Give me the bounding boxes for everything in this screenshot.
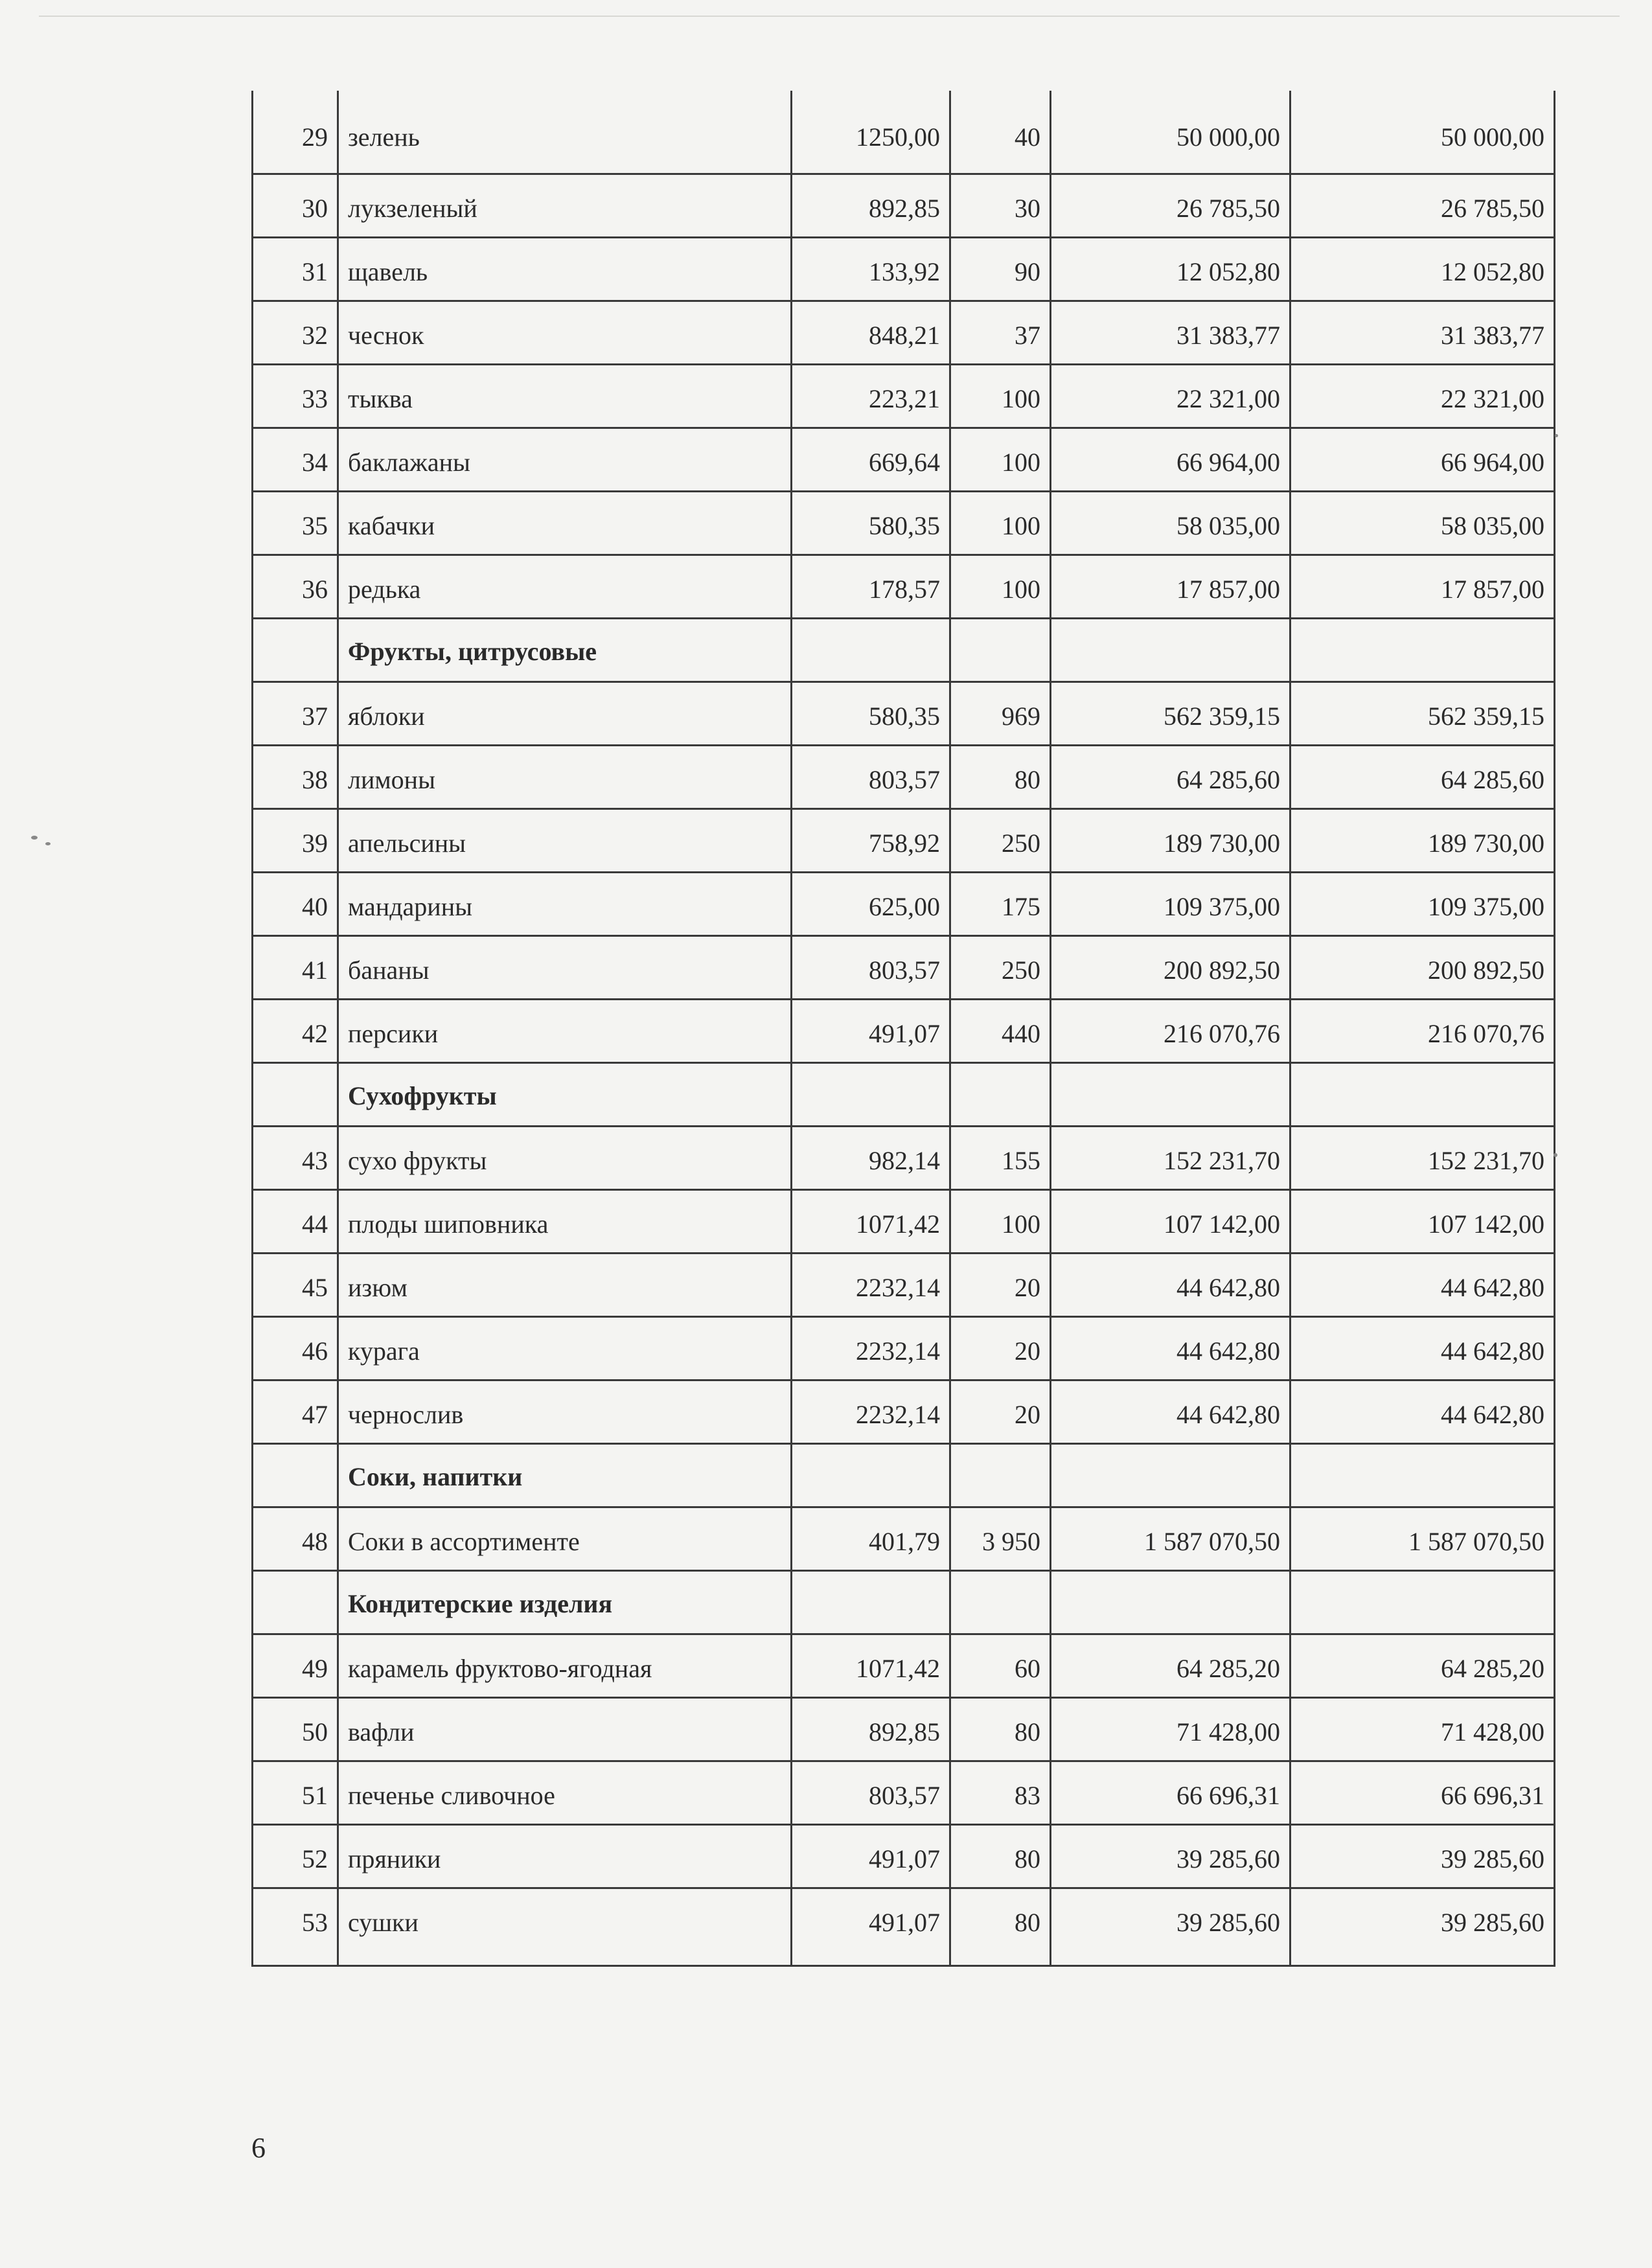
row-number-cell: 50 bbox=[253, 1697, 338, 1761]
item-name-cell: щавель bbox=[338, 237, 792, 301]
table-row bbox=[253, 1253, 1555, 1316]
row-number-cell: 35 bbox=[253, 491, 338, 555]
sum-cell bbox=[1051, 1062, 1291, 1126]
table-row bbox=[253, 1507, 1555, 1570]
scan-speck bbox=[1554, 1153, 1557, 1157]
table-row bbox=[253, 1126, 1555, 1189]
sum-cell: 12 052,80 bbox=[1051, 237, 1291, 301]
item-name-cell: яблоки bbox=[338, 682, 792, 745]
quantity-cell: 100 bbox=[950, 1189, 1051, 1253]
sum-cell: 39 285,60 bbox=[1051, 1824, 1291, 1888]
sum-cell: 66 964,00 bbox=[1051, 428, 1291, 491]
table-row bbox=[253, 1888, 1555, 1965]
total-cell: 44 642,80 bbox=[1291, 1380, 1555, 1443]
section-row bbox=[253, 1062, 1555, 1126]
item-name-cell: сухо фрукты bbox=[338, 1126, 792, 1189]
total-cell: 109 375,00 bbox=[1291, 872, 1555, 935]
total-cell: 71 428,00 bbox=[1291, 1697, 1555, 1761]
item-name-cell: бананы bbox=[338, 935, 792, 999]
quantity-cell: 175 bbox=[950, 872, 1051, 935]
item-name-cell: пряники bbox=[338, 1824, 792, 1888]
table-row bbox=[253, 872, 1555, 935]
total-cell: 17 857,00 bbox=[1291, 555, 1555, 618]
item-name-cell: чеснок bbox=[338, 301, 792, 364]
item-name-cell: тыква bbox=[338, 364, 792, 428]
row-number-cell: 53 bbox=[253, 1888, 338, 1965]
price-cell: 580,35 bbox=[792, 682, 950, 745]
price-cell: 223,21 bbox=[792, 364, 950, 428]
price-cell: 401,79 bbox=[792, 1507, 950, 1570]
item-name-cell: вафли bbox=[338, 1697, 792, 1761]
table-row bbox=[253, 301, 1555, 364]
quantity-cell: 80 bbox=[950, 745, 1051, 808]
price-cell: 491,07 bbox=[792, 999, 950, 1062]
quantity-cell: 100 bbox=[950, 364, 1051, 428]
quantity-cell bbox=[950, 618, 1051, 682]
table-row bbox=[253, 999, 1555, 1062]
price-cell: 625,00 bbox=[792, 872, 950, 935]
row-number-cell: 46 bbox=[253, 1316, 338, 1380]
price-cell: 803,57 bbox=[792, 1761, 950, 1824]
row-number-cell: 41 bbox=[253, 935, 338, 999]
section-row bbox=[253, 1443, 1555, 1507]
total-cell: 152 231,70 bbox=[1291, 1126, 1555, 1189]
row-number-cell: 30 bbox=[253, 174, 338, 237]
quantity-cell: 90 bbox=[950, 237, 1051, 301]
sum-cell: 22 321,00 bbox=[1051, 364, 1291, 428]
table-row bbox=[253, 808, 1555, 872]
price-cell: 803,57 bbox=[792, 745, 950, 808]
quantity-cell: 80 bbox=[950, 1697, 1051, 1761]
total-cell: 31 383,77 bbox=[1291, 301, 1555, 364]
item-name-cell: мандарины bbox=[338, 872, 792, 935]
quantity-cell: 155 bbox=[950, 1126, 1051, 1189]
scan-speck bbox=[1555, 434, 1558, 437]
page-number: 6 bbox=[251, 2132, 266, 2164]
item-name-cell: карамель фруктово-ягодная bbox=[338, 1634, 792, 1697]
quantity-cell: 30 bbox=[950, 174, 1051, 237]
scan-speck bbox=[31, 836, 38, 840]
total-cell: 562 359,15 bbox=[1291, 682, 1555, 745]
item-name-cell: лимоны bbox=[338, 745, 792, 808]
quantity-cell: 20 bbox=[950, 1316, 1051, 1380]
total-cell: 1 587 070,50 bbox=[1291, 1507, 1555, 1570]
sum-cell bbox=[1051, 618, 1291, 682]
row-number-cell bbox=[253, 618, 338, 682]
quantity-cell: 60 bbox=[950, 1634, 1051, 1697]
sum-cell: 39 285,60 bbox=[1051, 1888, 1291, 1965]
row-number-cell: 42 bbox=[253, 999, 338, 1062]
quantity-cell: 80 bbox=[950, 1888, 1051, 1965]
quantity-cell: 250 bbox=[950, 935, 1051, 999]
sum-cell: 152 231,70 bbox=[1051, 1126, 1291, 1189]
sum-cell: 44 642,80 bbox=[1051, 1316, 1291, 1380]
quantity-cell: 20 bbox=[950, 1253, 1051, 1316]
total-cell: 26 785,50 bbox=[1291, 174, 1555, 237]
total-cell: 66 696,31 bbox=[1291, 1761, 1555, 1824]
row-number-cell: 29 bbox=[253, 91, 338, 174]
quantity-cell: 100 bbox=[950, 491, 1051, 555]
item-name-cell: Соки в ассортименте bbox=[338, 1507, 792, 1570]
price-cell: 848,21 bbox=[792, 301, 950, 364]
quantity-cell: 80 bbox=[950, 1824, 1051, 1888]
table-row bbox=[253, 555, 1555, 618]
item-name-cell: курага bbox=[338, 1316, 792, 1380]
row-number-cell: 43 bbox=[253, 1126, 338, 1189]
sum-cell: 200 892,50 bbox=[1051, 935, 1291, 999]
price-cell: 491,07 bbox=[792, 1888, 950, 1965]
scan-edge-line bbox=[39, 16, 1620, 17]
quantity-cell: 100 bbox=[950, 428, 1051, 491]
total-cell: 64 285,20 bbox=[1291, 1634, 1555, 1697]
row-number-cell: 34 bbox=[253, 428, 338, 491]
row-number-cell: 44 bbox=[253, 1189, 338, 1253]
sum-cell: 64 285,20 bbox=[1051, 1634, 1291, 1697]
row-number-cell: 31 bbox=[253, 237, 338, 301]
sum-cell: 44 642,80 bbox=[1051, 1253, 1291, 1316]
sum-cell: 1 587 070,50 bbox=[1051, 1507, 1291, 1570]
section-title: Соки, напитки bbox=[338, 1443, 792, 1507]
table-row bbox=[253, 1189, 1555, 1253]
row-number-cell: 40 bbox=[253, 872, 338, 935]
price-table-body bbox=[253, 91, 1555, 1965]
row-number-cell: 33 bbox=[253, 364, 338, 428]
section-title: Кондитерские изделия bbox=[338, 1570, 792, 1634]
quantity-cell: 37 bbox=[950, 301, 1051, 364]
row-number-cell: 51 bbox=[253, 1761, 338, 1824]
price-cell: 580,35 bbox=[792, 491, 950, 555]
total-cell bbox=[1291, 1570, 1555, 1634]
item-name-cell: баклажаны bbox=[338, 428, 792, 491]
row-number-cell: 36 bbox=[253, 555, 338, 618]
row-number-cell: 32 bbox=[253, 301, 338, 364]
table-row bbox=[253, 1761, 1555, 1824]
item-name-cell: лукзеленый bbox=[338, 174, 792, 237]
item-name-cell: персики bbox=[338, 999, 792, 1062]
scan-speck bbox=[45, 842, 51, 845]
section-title: Сухофрукты bbox=[338, 1062, 792, 1126]
price-cell: 1250,00 bbox=[792, 91, 950, 174]
row-number-cell bbox=[253, 1443, 338, 1507]
row-number-cell: 39 bbox=[253, 808, 338, 872]
row-number-cell: 38 bbox=[253, 745, 338, 808]
table-row bbox=[253, 1697, 1555, 1761]
section-title: Фрукты, цитрусовые bbox=[338, 618, 792, 682]
price-cell: 758,92 bbox=[792, 808, 950, 872]
table-row bbox=[253, 1634, 1555, 1697]
table-row bbox=[253, 428, 1555, 491]
sum-cell bbox=[1051, 1443, 1291, 1507]
total-cell: 22 321,00 bbox=[1291, 364, 1555, 428]
price-cell: 803,57 bbox=[792, 935, 950, 999]
sum-cell: 66 696,31 bbox=[1051, 1761, 1291, 1824]
item-name-cell: кабачки bbox=[338, 491, 792, 555]
price-cell bbox=[792, 1062, 950, 1126]
price-cell: 133,92 bbox=[792, 237, 950, 301]
table-row bbox=[253, 491, 1555, 555]
quantity-cell bbox=[950, 1062, 1051, 1126]
sum-cell: 109 375,00 bbox=[1051, 872, 1291, 935]
sum-cell: 71 428,00 bbox=[1051, 1697, 1291, 1761]
table-row bbox=[253, 1380, 1555, 1443]
quantity-cell: 250 bbox=[950, 808, 1051, 872]
table-row bbox=[253, 174, 1555, 237]
total-cell bbox=[1291, 1443, 1555, 1507]
price-table bbox=[251, 91, 1555, 1967]
sum-cell: 58 035,00 bbox=[1051, 491, 1291, 555]
quantity-cell: 40 bbox=[950, 91, 1051, 174]
total-cell: 39 285,60 bbox=[1291, 1824, 1555, 1888]
quantity-cell: 440 bbox=[950, 999, 1051, 1062]
price-cell: 669,64 bbox=[792, 428, 950, 491]
price-cell: 2232,14 bbox=[792, 1316, 950, 1380]
price-cell bbox=[792, 1443, 950, 1507]
price-cell: 892,85 bbox=[792, 174, 950, 237]
item-name-cell: изюм bbox=[338, 1253, 792, 1316]
sum-cell: 189 730,00 bbox=[1051, 808, 1291, 872]
item-name-cell: плоды шиповника bbox=[338, 1189, 792, 1253]
item-name-cell: сушки bbox=[338, 1888, 792, 1965]
total-cell: 107 142,00 bbox=[1291, 1189, 1555, 1253]
section-row bbox=[253, 1570, 1555, 1634]
table-row bbox=[253, 91, 1555, 174]
row-number-cell: 45 bbox=[253, 1253, 338, 1316]
price-cell: 2232,14 bbox=[792, 1253, 950, 1316]
total-cell: 44 642,80 bbox=[1291, 1316, 1555, 1380]
item-name-cell: зелень bbox=[338, 91, 792, 174]
quantity-cell: 969 bbox=[950, 682, 1051, 745]
price-cell bbox=[792, 1570, 950, 1634]
section-row bbox=[253, 618, 1555, 682]
table-row bbox=[253, 1824, 1555, 1888]
sum-cell: 44 642,80 bbox=[1051, 1380, 1291, 1443]
sum-cell: 50 000,00 bbox=[1051, 91, 1291, 174]
row-number-cell bbox=[253, 1570, 338, 1634]
table-row bbox=[253, 237, 1555, 301]
table-row bbox=[253, 364, 1555, 428]
quantity-cell bbox=[950, 1443, 1051, 1507]
total-cell: 200 892,50 bbox=[1291, 935, 1555, 999]
total-cell: 44 642,80 bbox=[1291, 1253, 1555, 1316]
price-cell: 1071,42 bbox=[792, 1634, 950, 1697]
item-name-cell: апельсины bbox=[338, 808, 792, 872]
sum-cell: 216 070,76 bbox=[1051, 999, 1291, 1062]
price-cell: 892,85 bbox=[792, 1697, 950, 1761]
total-cell: 64 285,60 bbox=[1291, 745, 1555, 808]
total-cell: 12 052,80 bbox=[1291, 237, 1555, 301]
total-cell bbox=[1291, 1062, 1555, 1126]
total-cell: 216 070,76 bbox=[1291, 999, 1555, 1062]
price-cell: 491,07 bbox=[792, 1824, 950, 1888]
quantity-cell: 3 950 bbox=[950, 1507, 1051, 1570]
total-cell: 66 964,00 bbox=[1291, 428, 1555, 491]
table-row bbox=[253, 935, 1555, 999]
price-cell: 2232,14 bbox=[792, 1380, 950, 1443]
table-row bbox=[253, 745, 1555, 808]
sum-cell: 107 142,00 bbox=[1051, 1189, 1291, 1253]
quantity-cell bbox=[950, 1570, 1051, 1634]
table-row bbox=[253, 682, 1555, 745]
total-cell bbox=[1291, 618, 1555, 682]
total-cell: 189 730,00 bbox=[1291, 808, 1555, 872]
item-name-cell: чернослив bbox=[338, 1380, 792, 1443]
sum-cell bbox=[1051, 1570, 1291, 1634]
sum-cell: 31 383,77 bbox=[1051, 301, 1291, 364]
sum-cell: 26 785,50 bbox=[1051, 174, 1291, 237]
row-number-cell: 37 bbox=[253, 682, 338, 745]
total-cell: 39 285,60 bbox=[1291, 1888, 1555, 1965]
quantity-cell: 100 bbox=[950, 555, 1051, 618]
sum-cell: 562 359,15 bbox=[1051, 682, 1291, 745]
table-row bbox=[253, 1316, 1555, 1380]
total-cell: 50 000,00 bbox=[1291, 91, 1555, 174]
quantity-cell: 20 bbox=[950, 1380, 1051, 1443]
row-number-cell: 47 bbox=[253, 1380, 338, 1443]
item-name-cell: редька bbox=[338, 555, 792, 618]
row-number-cell: 49 bbox=[253, 1634, 338, 1697]
sum-cell: 64 285,60 bbox=[1051, 745, 1291, 808]
row-number-cell: 52 bbox=[253, 1824, 338, 1888]
row-number-cell bbox=[253, 1062, 338, 1126]
price-cell: 178,57 bbox=[792, 555, 950, 618]
price-cell bbox=[792, 618, 950, 682]
price-cell: 1071,42 bbox=[792, 1189, 950, 1253]
quantity-cell: 83 bbox=[950, 1761, 1051, 1824]
item-name-cell: печенье сливочное bbox=[338, 1761, 792, 1824]
sum-cell: 17 857,00 bbox=[1051, 555, 1291, 618]
row-number-cell: 48 bbox=[253, 1507, 338, 1570]
price-cell: 982,14 bbox=[792, 1126, 950, 1189]
total-cell: 58 035,00 bbox=[1291, 491, 1555, 555]
